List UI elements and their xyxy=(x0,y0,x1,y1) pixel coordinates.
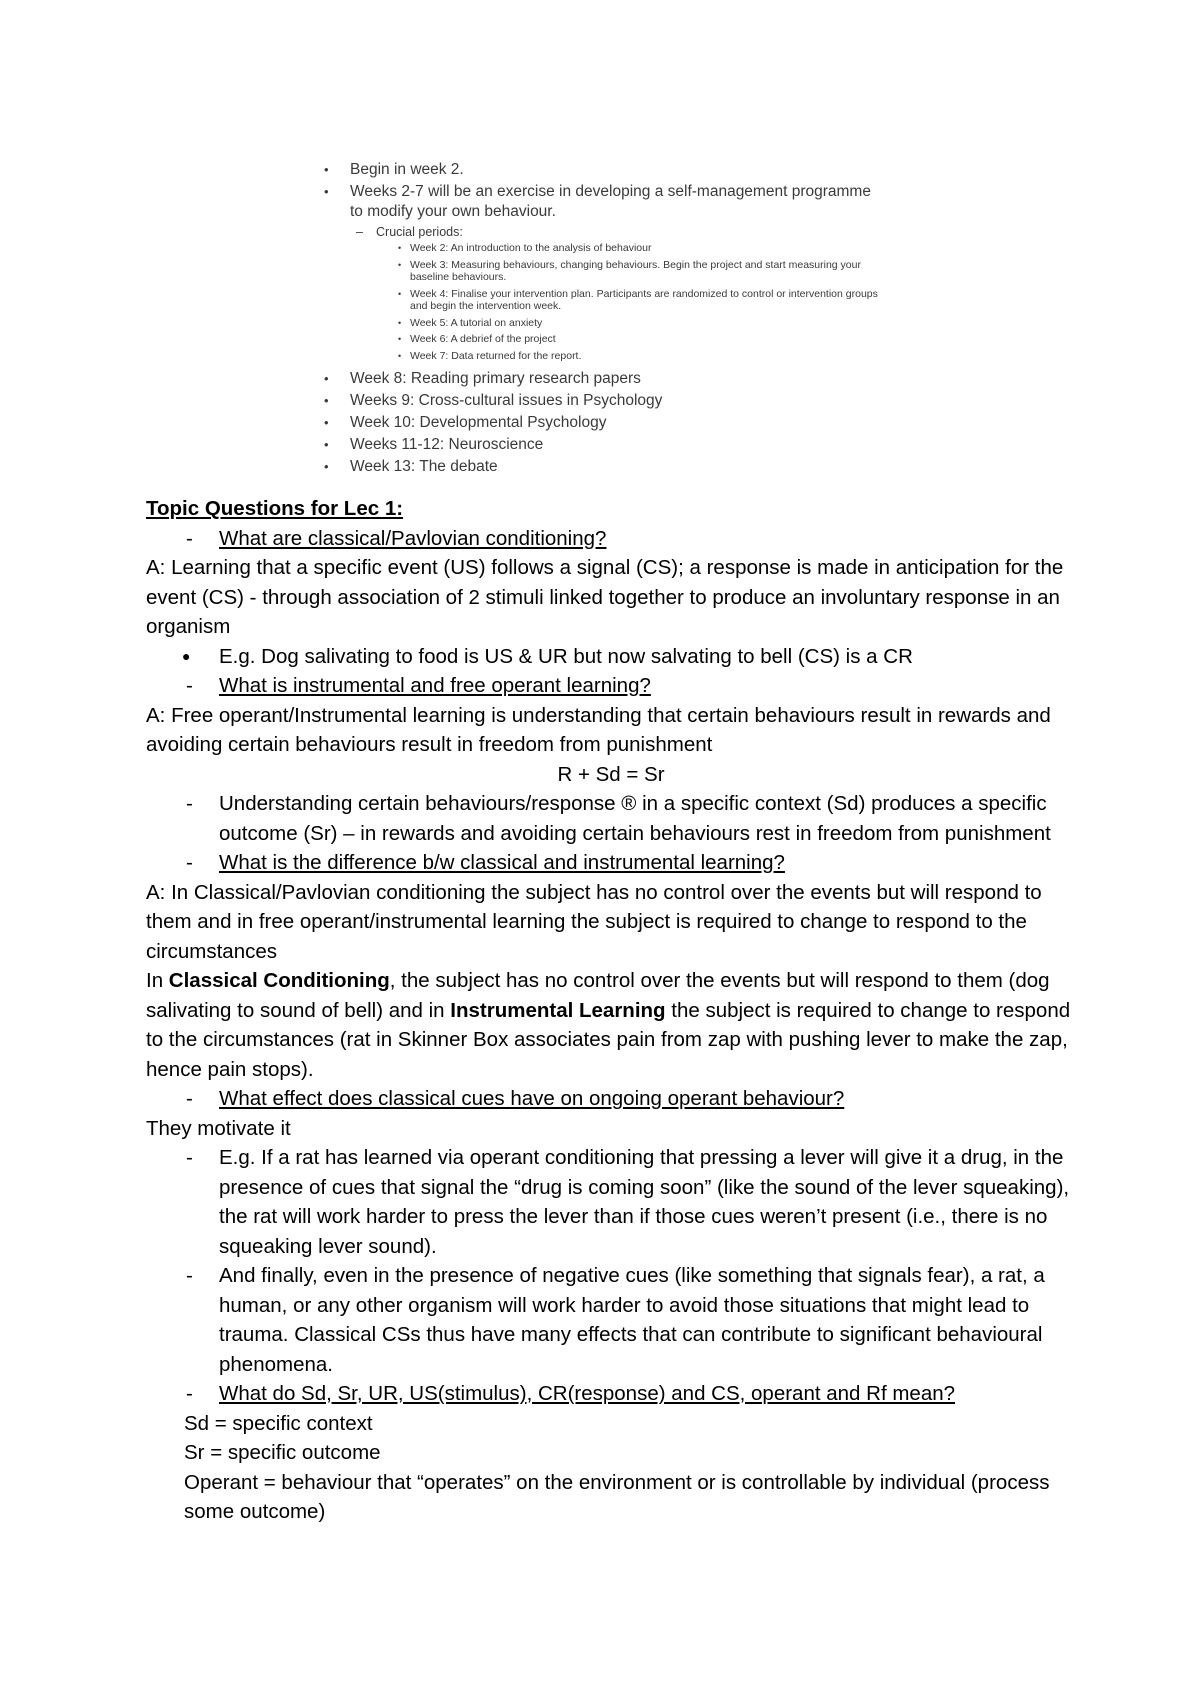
slide-week-item: • Week 5: A tutorial on anxiety xyxy=(320,317,880,330)
slide-sub-bullet: – Crucial periods: xyxy=(320,224,880,240)
question-text: What do Sd, Sr, UR, US(stimulus), CR(response) and CS, operant and Rf mean? xyxy=(219,1382,956,1405)
slide-week-item: • Week 3: Measuring behaviours, changing behaviours. Begin the project and start measuring your baseline behaviours. xyxy=(320,259,880,284)
answer-point: - Understanding certain behaviours/response ® in a specific context (Sd) produces a specific outcome (Sr) – in rewards and avoiding certain behaviours rest in freedom from punishment xyxy=(146,789,1076,848)
answer-elaboration xyxy=(146,966,1076,1084)
answer: A: In Classical/Pavlovian conditioning the subject has no control over the events but will respond to them and in free operant/instrumental learning the subject is required to change to respond to the circumstances xyxy=(146,880,1042,963)
answer-point: - E.g. If a rat has learned via operant conditioning that pressing a lever will give it a drug, in the presence of cues that signal the “drug is coming soon” (like the sound of the lever squeaking), the rat will work harder to press the lever than if those cues weren’t present (i.e., there is no squeaking lever sound). xyxy=(146,1143,1076,1261)
slide-week-item: • Week 2: An introduction to the analysis of behaviour xyxy=(320,242,880,255)
topic-heading: Topic Questions for Lec 1: xyxy=(146,497,404,520)
slide-bullet: • Begin in week 2. xyxy=(320,160,880,180)
answer: A: Free operant/Instrumental learning is understanding that certain behaviours result in rewards and avoiding certain behaviours result in freedom from punishment xyxy=(146,703,1051,756)
question-text: What is the difference b/w classical and instrumental learning? xyxy=(219,851,785,874)
question xyxy=(146,848,1076,878)
slide-week-item: • Week 6: A debrief of the project xyxy=(320,333,880,346)
answer: They motivate it xyxy=(146,1116,291,1140)
bold-term: Instrumental Learning xyxy=(450,998,666,1022)
text-run: In xyxy=(146,969,169,992)
slide-week-item: • Week 7: Data returned for the report. xyxy=(320,350,880,363)
bold-term: Classical Conditioning xyxy=(168,969,390,992)
question xyxy=(146,1379,1076,1409)
question-text: What is instrumental and free operant learning? xyxy=(219,674,651,697)
question xyxy=(146,671,1076,701)
slide-bullet: • Week 8: Reading primary research papers xyxy=(320,369,880,389)
question xyxy=(146,524,1076,554)
definition: Sr = specific outcome xyxy=(184,1441,381,1464)
slide-week-item: • Week 4: Finalise your intervention plan. Participants are randomized to control or intervention groups and begin the intervention week. xyxy=(320,288,880,313)
example-bullet: ● E.g. Dog salivating to food is US & UR but now salvating to bell (CS) is a CR xyxy=(146,642,1076,672)
embedded-slide xyxy=(320,160,880,479)
question xyxy=(146,1084,1076,1114)
answer: A: Learning that a specific event (US) follows a signal (CS); a response is made in anticipation for the event (CS) - through association of 2 stimuli linked together to produce an involuntary response in an organism xyxy=(146,556,1064,638)
slide-bullet: • Weeks 9: Cross-cultural issues in Psychology xyxy=(320,391,880,411)
text-run: , the subject has no control over the events but will respond to them (dog salivating to sound of bell) and in xyxy=(146,969,1050,1022)
definition: Sd = specific context xyxy=(184,1411,373,1435)
slide-bullet: • Week 13: The debate xyxy=(320,457,880,477)
slide-bullet: • Weeks 11-12: Neuroscience xyxy=(320,435,880,455)
formula: R + Sd = Sr xyxy=(557,762,665,786)
slide-bullet: • Week 10: Developmental Psychology xyxy=(320,413,880,433)
lecture-notes xyxy=(146,494,1076,1527)
slide-bullet: • Weeks 2-7 will be an exercise in developing a self-management programme to modify your own behaviour. xyxy=(320,182,880,222)
question-text: What effect does classical cues have on ongoing operant behaviour? xyxy=(219,1087,845,1110)
text-run: the subject is required to change to respond to the circumstances (rat in Skinner Box associates pain from zap with pushing lever to make the zap, hence pain stops). xyxy=(146,998,1071,1081)
answer-point: - And finally, even in the presence of negative cues (like something that signals fear), a rat, a human, or any other organism will work harder to avoid those situations that might lead to trauma. Classical CSs thus have many effects that can contribute to significant behavioural phenomena. xyxy=(146,1261,1076,1379)
definition: Operant = behaviour that “operates” on the environment or is controllable by individual (process some outcome) xyxy=(184,1470,1050,1523)
question-text: What are classical/Pavlovian conditioning? xyxy=(219,526,607,550)
